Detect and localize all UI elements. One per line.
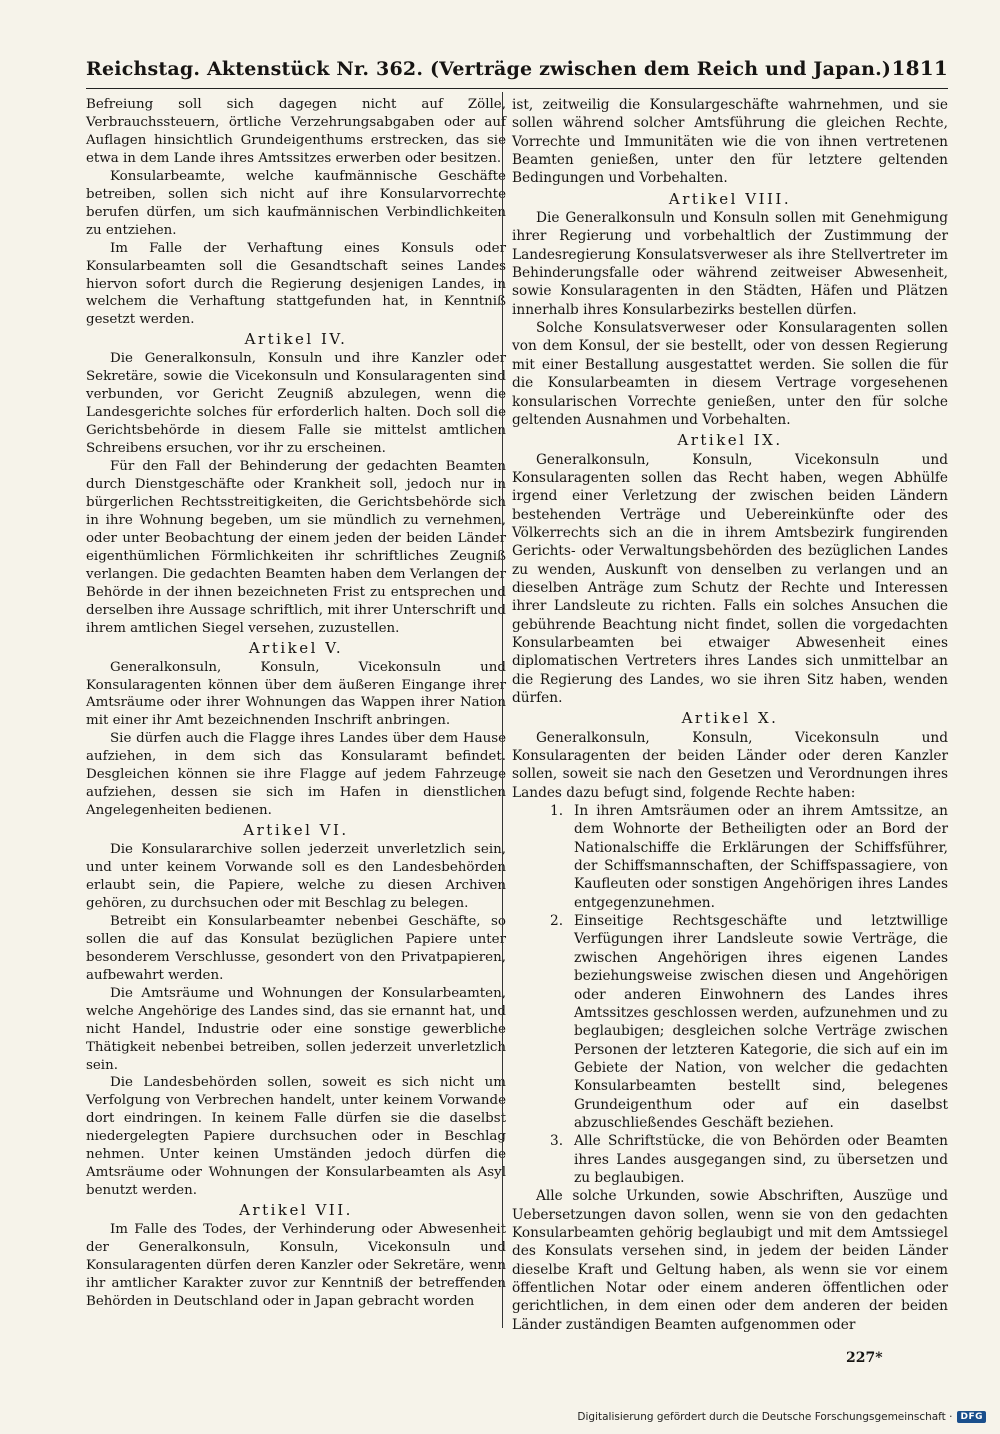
paragraph: Befreiung soll sich dagegen nicht auf Zölle, Verbrauchssteuern, örtliche Verzehrungsabgaben oder auf Auflagen hinsichtlich Grundeigenthums erstrecken, das sie etwa in dem Lande ihres Amtssitzes erwerben oder besitzen.: [86, 97, 506, 166]
digitization-footer: [577, 1411, 986, 1423]
list-item: [512, 1132, 948, 1187]
paragraph: Generalkonsuln, Konsuln, Vicekonsuln und Konsularagenten sollen das Recht haben, wegen Abhülfe irgend einer Verletzung der zwischen beiden Ländern bestehenden Verträge und Uebereinkünfte oder des Völkerrechts sich an die in ihrem Amtsbezirk fungirenden Gerichts- oder Verwaltungsbehörden des bezüglichen Landes zu wenden, Auskunft von denselben zu verlangen und an dieselben Anträge zum Schutz der Rechte und Interessen ihrer Landsleute zu richten. Falls ein solches Ansuchen die gebührende Beachtung nicht findet, sollen die vorgedachten Konsularbeamten bei etwaiger Abwesenheit eines diplomatischen Vertreters ihres Landes sich unmittelbar an die Regierung des Landes, wo sie ihren Sitz haben, wenden dürfen.: [512, 451, 948, 706]
paragraph: Die Landesbehörden sollen, soweit es sich nicht um Verfolgung von Verbrechen handelt, unter keinem Vorwande dort eindringen. In keinem Falle dürfen sie die daselbst niedergelegten Papiere durchsuchen oder in Beschlag nehmen. Unter keinen Umständen jedoch dürfen die Amtsräume oder Wohnungen der Konsularbeamten als Asyl benutzt werden.: [86, 1075, 506, 1199]
article-heading: Artikel IX.: [677, 431, 783, 450]
running-head: Reichstag. Aktenstück Nr. 362. (Verträge zwischen dem Reich und Japan.): [86, 58, 892, 80]
paragraph: Sie dürfen auch die Flagge ihres Landes über dem Hause aufziehen, in dem sich das Konsularamt befindet. Desgleichen können sie ihre Flagge auf jedem Fahrzeuge aufziehen, dessen sie sich im Hafen in dienstlichen Angelegenheiten bedienen.: [86, 731, 506, 819]
paragraph: Konsularbeamte, welche kaufmännische Geschäfte betreiben, sollen sich nicht auf ihre Konsularvorrechte berufen dürfen, um sich kaufmännischen Verbindlichkeiten zu entziehen.: [86, 168, 506, 238]
paragraph: Im Falle des Todes, der Verhinderung oder Abwesenheit der Generalkonsuln, Konsuln, Vicekonsuln und Konsularagenten dürfen deren Kanzler oder Sekretäre, wenn ihr amtlicher Karakter zuvor zur Kenntniß der betreffenden Behörden in Deutschland oder in Japan gebracht worden: [86, 1222, 506, 1309]
list-item-text: Alle Schriftstücke, die von Behörden oder Beamten ihres Landes ausgegangen sind, zu übersetzen und zu beglaubigen.: [574, 1133, 948, 1186]
right-column: [512, 96, 948, 1334]
paragraph: Generalkonsuln, Konsuln, Vicekonsuln und Konsularagenten können über dem äußeren Eingange ihrer Amtsräume oder ihrer Wohnungen das Wappen ihrer Nation mit einer ihr Amt bezeichnenden Inschrift anbringen.: [86, 659, 506, 729]
left-column: [86, 96, 506, 1311]
paragraph: Die Generalkonsuln, Konsuln und ihre Kanzler oder Sekretäre, sowie die Vicekonsuln und Konsularagenten sind verbunden, vor Gericht Zeugniß abzulegen, wenn die Landesgerichte solches für erforderlich halten. Doch soll die Gerichtsbehörde in diesem Falle sie mittelst amtlichen Schreibens ersuchen, vor ihr zu erscheinen.: [86, 351, 506, 457]
list-item-text: Einseitige Rechtsgeschäfte und letztwillige Verfügungen ihrer Landsleute sowie Verträge, die zwischen Angehörigen ihres eigenen Landes beziehungsweise zwischen diesen und Angehörigen oder anderen Einwohnern des Landes ihres Amtssitzes geschlossen werden, aufzunehmen und zu beglaubigen; desgleichen solche Verträge zwischen Personen der letzteren Kategorie, die sich auf ein im Gebiete der Nation, von welcher die gedachten Konsularbeamten bestellt sind, belegenes Grundeigenthum oder auf ein daselbst abzuschließendes Geschäft beziehen.: [574, 913, 948, 1131]
list-item-number: 2.: [550, 913, 564, 930]
list-item-number: 3.: [550, 1133, 564, 1150]
article-heading: Artikel V.: [248, 638, 344, 657]
paragraph: Im Falle der Verhaftung eines Konsuls oder Konsularbeamten soll die Gesandtschaft seines Landes hiervon sofort durch die Regierung desjenigen Landes, in welchem die Verhaftung stattgefunden hat, in Kenntniß gesetzt werden.: [86, 240, 506, 328]
paragraph: Alle solche Urkunden, sowie Abschriften, Auszüge und Uebersetzungen davon sollen, wenn sie von den gedachten Konsularbeamten gehörig beglaubigt und mit dem Amtssiegel des Konsulats versehen sind, in jedem der beiden Länder dieselbe Kraft und Geltung haben, als wenn sie vor einem öffentlichen Notar oder einem anderen öffentlichen oder gerichtlichen, in dem einen oder dem anderen der beiden Länder zuständigen Beamten aufgenommen oder: [512, 1188, 948, 1333]
header-rule: [86, 88, 948, 89]
list-item: [512, 802, 948, 912]
paragraph: Die Generalkonsuln und Konsuln sollen mit Genehmigung ihrer Regierung und vorbehaltlich der Zustimmung der Landesregierung Konsulatsverweser als ihre Stellvertreter im Behinderungsfalle oder während zeitweiser Abwesenheit, sowie Konsularagenten in den Städten, Häfen und Plätzen innerhalb ihres Konsularbezirks bestellen dürfen.: [512, 210, 948, 318]
paragraph: Für den Fall der Behinderung der gedachten Beamten durch Dienstgeschäfte oder Krankheit soll, jedoch nur in bürgerlichen Rechtsstreitigkeiten, die Gerichtsbehörde sich in ihre Wohnung begeben, um sie mündlich zu vernehmen, oder unter Beobachtung der einem jeden der beiden Länder eigenthümlichen Förmlichkeiten ihr schriftliches Zeugniß verlangen. Die gedachten Beamten haben dem Verlangen der Behörde in der ihnen bezeichneten Frist zu entsprechen und derselben ihre Aussage schriftlich, mit ihrer Unterschrift und ihrem amtlichen Siegel versehen, zuzustellen.: [86, 459, 506, 636]
signature-mark: 227*: [846, 1350, 883, 1366]
paragraph: Solche Konsulatsverweser oder Konsularagenten sollen von dem Konsul, der sie bestellt, oder von dessen Regierung mit einer Bestallung ausgestattet werden. Sie sollen die für die Konsularbeamten in diesem Vertrage vorgesehenen konsularischen Vorrechte genießen, unter den für solche geltenden Ausnahmen und Vorbehalten.: [512, 320, 948, 428]
article-heading: Artikel X.: [681, 709, 779, 728]
paragraph: Betreibt ein Konsularbeamter nebenbei Geschäfte, so sollen die auf das Konsulat bezüglichen Papiere unter besonderem Verschlusse, gesondert von den Privatpapieren, aufbewahrt werden.: [86, 913, 506, 983]
list-item: [512, 912, 948, 1132]
page-number: 1811: [891, 56, 948, 80]
list-item-text: In ihren Amtsräumen oder an ihrem Amtssitze, an dem Wohnorte der Betheiligten oder an Bord der Nationalschiffe die Erklärungen der Schiffsführer, der Schiffsmannschaften, der Schiffspassagiere, von Kaufleuten oder sonstigen Angehörigen ihres Landes entgegenzunehmen.: [574, 803, 948, 911]
footer-credit: Digitalisierung gefördert durch die Deutsche Forschungsgemeinschaft ·: [577, 1411, 953, 1423]
article-heading: Artikel VIII.: [668, 189, 792, 208]
dfg-logo-icon: DFG: [957, 1411, 986, 1423]
article-heading: Artikel IV.: [244, 330, 348, 349]
paragraph: ist, zeitweilig die Konsulargeschäfte wahrnehmen, und sie sollen während solcher Amtsführung die gleichen Rechte, Vorrechte und Immunitäten wie die von ihnen vertretenen Beamten genießen, unter den für letztere geltenden Bedingungen und Vorbehalten.: [512, 97, 948, 187]
column-divider: [502, 92, 503, 1328]
running-header: [86, 56, 948, 86]
paragraph: Die Amtsräume und Wohnungen der Konsularbeamten, welche Angehörige des Landes sind, das sie ernannt hat, und nicht Handel, Industrie oder eine sonstige gewerbliche Thätigkeit nebenbei betreiben, sollen jederzeit unverletzlich sein.: [86, 985, 506, 1073]
list-item-number: 1.: [550, 803, 564, 820]
numbered-list: [512, 802, 948, 1187]
paragraph: Generalkonsuln, Konsuln, Vicekonsuln und Konsularagenten der beiden Länder oder deren Kanzler sollen, soweit sie nach den Gesetzen und Verordnungen ihres Landes dazu befugt sind, folgende Rechte haben:: [512, 729, 948, 801]
paragraph: Die Konsulararchive sollen jederzeit unverletzlich sein, und unter keinem Vorwande soll es den Landesbehörden erlaubt sein, die Papiere, welche zu diesen Archiven gehören, zu durchsuchen oder mit Beschlag zu belegen.: [86, 842, 506, 911]
article-heading: Artikel VI.: [243, 821, 349, 840]
article-heading: Artikel VII.: [239, 1201, 353, 1220]
